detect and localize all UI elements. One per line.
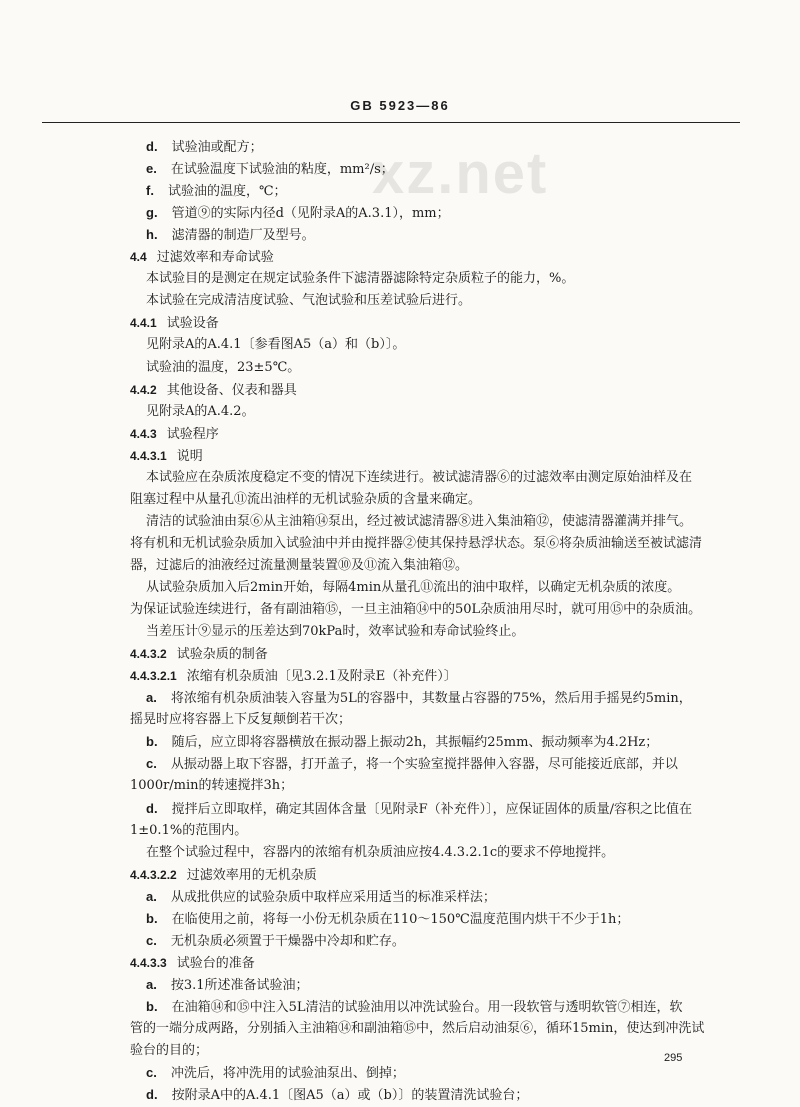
line-text: 本试验目的是测定在规定试验条件下滤清器滤除特定杂质粒子的能力，%。 <box>146 271 575 287</box>
list-item <box>146 753 678 775</box>
item-label: d. <box>146 800 158 816</box>
item-label: h. <box>146 227 158 243</box>
item-label: a. <box>146 976 157 992</box>
item-label: b. <box>146 998 158 1014</box>
section-heading <box>130 423 219 445</box>
line-text: 试验油的温度，23±5℃。 <box>146 359 301 375</box>
item-label: g. <box>146 205 158 221</box>
line-text: 试验油的温度，℃； <box>167 184 287 200</box>
item-label: f. <box>146 183 154 199</box>
line-text: 按3.1所述准备试验油； <box>170 977 309 993</box>
line-text: 说明 <box>176 448 203 464</box>
line-text: 1000r/min的转速搅拌3h； <box>130 778 294 794</box>
line-text: 本试验应在杂质浓度稳定不变的情况下连续进行。被试滤清器⑥的过滤效率由测定原始油样及在 <box>146 469 693 485</box>
section-number: 4.4 <box>130 250 147 265</box>
line-text: 在试验温度下试验油的粘度，mm²/s； <box>170 162 394 178</box>
paragraph-line <box>146 401 255 423</box>
standard-header: GB 5923—86 <box>350 98 450 113</box>
line-text: 冲洗后，将冲洗用的试验油泵出、倒掉； <box>170 1066 405 1082</box>
list-item <box>146 136 263 158</box>
line-text: 器，过滤后的油液经过流量测量装置⑩及⑪流入集油箱⑫。 <box>130 557 469 573</box>
item-label: d. <box>146 139 158 154</box>
line-text: 阻塞过程中从量孔⑪流出油样的无机试验杂质的含量来确定。 <box>130 491 482 507</box>
list-item <box>146 1062 405 1084</box>
line-text: 试验杂质的制备 <box>176 647 268 663</box>
paragraph-line <box>130 1040 208 1062</box>
line-text: 从试验杂质加入后2min开始，每隔4min从量孔⑪流出的油中取样，以确定无机杂质的浓度。 <box>146 580 681 595</box>
line-text: 在油箱⑭和⑮中注入5L清洁的试验油用以冲洗试验台。用一段软管与透明软管⑦相连，软 <box>171 999 683 1015</box>
section-number: 4.4.3.2.1 <box>130 669 177 684</box>
line-text: 过滤效率和寿命试验 <box>156 250 274 266</box>
item-label: e. <box>146 161 157 177</box>
item-label: d. <box>146 1087 158 1103</box>
line-text: 摇晃时应将容器上下反复颠倒若干次； <box>130 712 352 728</box>
line-text: 浓缩有机杂质油〔见3.2.1及附录E（补充件）〕 <box>186 669 457 685</box>
list-item <box>146 202 450 224</box>
line-text: 过滤效率用的无机杂质 <box>186 867 317 883</box>
line-text: 试验设备 <box>166 316 219 332</box>
paragraph-line <box>146 467 692 489</box>
section-heading <box>130 445 203 467</box>
list-item <box>146 974 309 996</box>
watermark: xz.net <box>372 141 549 206</box>
paragraph-line <box>146 268 574 290</box>
paragraph-line <box>146 511 692 533</box>
paragraph-line <box>130 1018 704 1040</box>
paragraph-line <box>146 357 300 379</box>
list-item <box>146 224 315 246</box>
page-number: 295 <box>664 1052 683 1064</box>
paragraph-line <box>146 290 471 312</box>
paragraph-line <box>130 533 702 555</box>
item-label: a. <box>146 690 157 706</box>
section-heading <box>130 864 317 886</box>
paragraph-line <box>130 775 293 797</box>
line-text: 从振动器上取下容器，打开盖子，将一个实验室搅拌器伸入容器，尽可能接近底部，并以 <box>170 757 678 773</box>
list-item <box>146 996 682 1018</box>
line-text: 在整个试验过程中，容器内的浓缩有机杂质油应按4.4.3.2.1c的要求不停地搅拌。 <box>146 844 615 860</box>
line-text: 当差压计⑨显示的压差达到70kPa时，效率试验和寿命试验终止。 <box>146 624 525 640</box>
header-rule <box>42 122 740 123</box>
list-item <box>146 930 405 952</box>
paragraph-line <box>146 621 524 643</box>
item-label: c. <box>146 756 157 772</box>
list-item <box>146 886 496 908</box>
item-label: c. <box>146 932 157 948</box>
line-text: 从成批供应的试验杂质中取样应采用适当的标准采样法； <box>170 889 496 905</box>
section-heading <box>130 665 457 687</box>
line-text: 随后，应立即将容器横放在振动器上振动2h，其振幅约25mm、振动频率为4.2Hz； <box>171 735 659 751</box>
item-label: c. <box>146 1065 157 1081</box>
line-text: 试验程序 <box>166 426 219 442</box>
section-number: 4.4.3 <box>130 426 157 441</box>
line-text: 见附录A的A.4.1〔参看图A5（a）和（b）〕。 <box>146 337 406 353</box>
paragraph-line <box>130 599 701 621</box>
section-heading <box>130 643 268 665</box>
line-text: 在临使用之前，将每一小份无机杂质在110～150℃温度范围内烘干不少于1h； <box>171 911 630 927</box>
paragraph-line <box>146 334 405 356</box>
section-number: 4.4.3.2 <box>130 647 167 662</box>
line-text: 为保证试验连续进行，备有副油箱⑮，一旦主油箱⑭中的50L杂质油用尽时，就可用⑮中的杂质油。 <box>130 602 702 618</box>
line-text: 管的一端分成两路，分别插入主油箱⑭和副油箱⑮中，然后启动油泵⑥，循环15min，使达到冲洗试 <box>130 1021 705 1036</box>
section-heading <box>130 379 297 401</box>
line-text: 本试验在完成清洁度试验、气泡试验和压差试验后进行。 <box>146 293 472 309</box>
list-item <box>146 180 287 202</box>
line-text: 其他设备、仪表和器具 <box>166 382 297 398</box>
line-text: 按附录A中的A.4.1〔图A5（a）或（b）〕的装置清洗试验台； <box>171 1088 529 1104</box>
line-text: 试验台的准备 <box>176 955 255 971</box>
paragraph-line <box>146 577 680 599</box>
paragraph-line <box>130 709 351 731</box>
paragraph-line <box>130 489 481 511</box>
section-number: 4.4.3.3 <box>130 955 167 970</box>
line-text: 1±0.1%的范围内。 <box>130 822 248 838</box>
section-number: 4.4.3.1 <box>130 448 167 463</box>
section-heading <box>130 312 219 334</box>
line-text: 试验油或配方； <box>171 140 263 155</box>
section-heading <box>130 246 274 268</box>
section-number: 4.4.2 <box>130 382 157 397</box>
line-text: 清洁的试验油由泵⑥从主油箱⑭泵出，经过被试滤清器⑧进入集油箱⑫，使滤清器灌满并排气。 <box>146 513 693 529</box>
list-item <box>146 731 658 753</box>
section-number: 4.4.3.2.2 <box>130 867 177 882</box>
item-label: a. <box>146 888 157 904</box>
line-text: 搅拌后立即取样，确定其固体含量〔见附录F（补充件）〕，应保证固体的质量/容积之比值在 <box>171 801 692 817</box>
section-heading <box>130 952 255 974</box>
paragraph-line <box>130 820 247 842</box>
line-text: 滤清器的制造厂及型号。 <box>171 228 315 244</box>
paragraph-line <box>130 555 468 577</box>
line-text: 将浓缩有机杂质油装入容量为5L的容器中，其数量占容器的75%，然后用手摇晃约5min， <box>170 691 692 707</box>
item-label: b. <box>146 734 158 750</box>
item-label: b. <box>146 910 158 926</box>
list-item <box>146 687 692 709</box>
line-text: 将有机和无机试验杂质加入试验油中并由搅拌器②使其保持悬浮状态。泵⑥将杂质油输送至被试滤清 <box>130 535 703 551</box>
line-text: 见附录A的A.4.2。 <box>146 403 255 419</box>
list-item <box>146 158 394 180</box>
section-number: 4.4.1 <box>130 316 157 331</box>
line-text: 验台的目的； <box>130 1043 209 1059</box>
list-item <box>146 798 692 820</box>
list-item <box>146 908 629 930</box>
line-text: 管道⑨的实际内径d（见附录A的A.3.1），mm； <box>171 206 450 222</box>
paragraph-line <box>146 842 614 864</box>
line-text: 无机杂质必须置于干燥器中冷却和贮存。 <box>170 933 405 949</box>
